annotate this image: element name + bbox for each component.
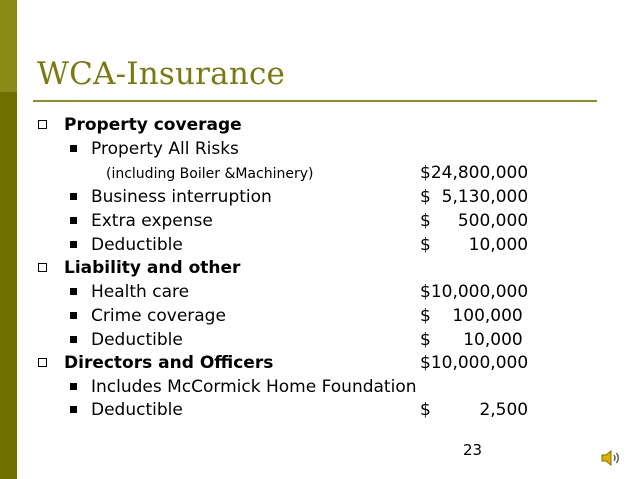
- bullet-icon: [70, 336, 77, 343]
- item-label: Directors and Officers: [64, 353, 274, 373]
- list-item: [0, 233, 638, 255]
- bullet-icon: [70, 241, 77, 248]
- item-amount: $ 500,000: [420, 211, 529, 231]
- item-amount: $ 5,130,000: [420, 187, 529, 207]
- bullet-icon: [70, 383, 77, 390]
- item-label: Property coverage: [64, 115, 242, 135]
- list-item: [0, 161, 638, 183]
- bullet-icon: [70, 217, 77, 224]
- page-number: 23: [463, 441, 483, 459]
- item-label: (including Boiler &Machinery): [106, 166, 314, 182]
- list-item: [0, 137, 638, 159]
- bullet-icon: [70, 288, 77, 295]
- list-item: [0, 328, 638, 350]
- item-label: Includes McCormick Home Foundation: [91, 377, 417, 397]
- bullet-icon: [70, 312, 77, 319]
- item-label: Deductible: [91, 400, 183, 420]
- item-label: Extra expense: [91, 211, 213, 231]
- item-label: Health care: [91, 282, 190, 302]
- item-amount: $ 2,500: [420, 400, 529, 420]
- list-item: [0, 113, 638, 135]
- item-label: Deductible: [91, 235, 183, 255]
- list-item: [0, 398, 638, 420]
- speaker-icon[interactable]: [600, 448, 622, 468]
- list-item: [0, 209, 638, 231]
- list-item: [0, 375, 638, 397]
- item-amount: $ 10,000: [420, 330, 523, 350]
- list-item: [0, 185, 638, 207]
- bullet-icon: [70, 193, 77, 200]
- item-amount: $10,000,000: [420, 353, 529, 373]
- list-item: [0, 351, 638, 373]
- bullet-icon: [38, 120, 47, 129]
- bullet-icon: [38, 358, 47, 367]
- item-amount: $ 100,000: [420, 306, 523, 326]
- item-label: Business interruption: [91, 187, 272, 207]
- item-label: Crime coverage: [91, 306, 226, 326]
- item-label: Property All Risks: [91, 139, 239, 159]
- list-item: [0, 304, 638, 326]
- list-item: [0, 280, 638, 302]
- item-amount: $24,800,000: [420, 163, 529, 183]
- left-accent-bar-top: [0, 0, 17, 92]
- item-amount: $10,000,000: [420, 282, 529, 302]
- item-amount: $ 10,000: [420, 235, 529, 255]
- list-item: [0, 256, 638, 278]
- bullet-icon: [38, 263, 47, 272]
- item-label: Liability and other: [64, 258, 241, 278]
- bullet-icon: [70, 145, 77, 152]
- item-label: Deductible: [91, 330, 183, 350]
- bullet-icon: [70, 406, 77, 413]
- title-underline: [33, 100, 597, 102]
- slide-title: WCA-Insurance: [37, 56, 286, 92]
